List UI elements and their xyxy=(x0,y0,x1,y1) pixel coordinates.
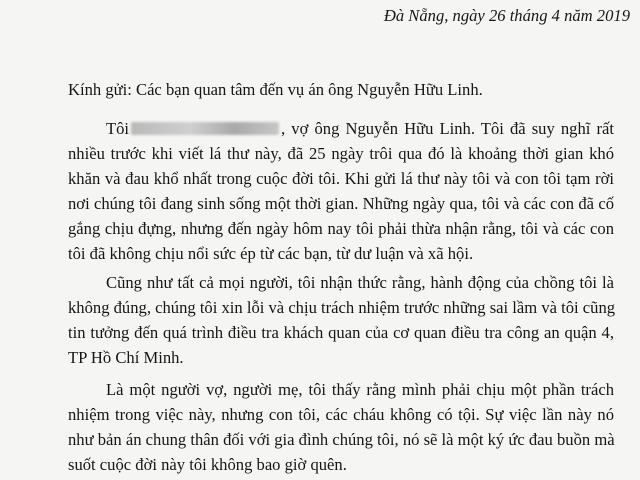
paragraph-3-line-4: suốt cuộc đời này tôi không bao giờ quên. xyxy=(68,455,347,474)
paragraph-2-line-1: Cũng như tất cả mọi người, tôi nhận thức rằng, hành động của chồng tôi là xyxy=(106,273,614,292)
paragraph-1-line-2: nhiều trước khi viết lá thư này, đã 25 ngày trôi qua đó là khoảng thời gian khó xyxy=(68,144,614,163)
paragraph-2-line-3: tin tưởng đến quá trình điều tra khách quan của cơ quan điều tra công an quận 4, xyxy=(68,323,614,342)
paragraph-1-line-1 xyxy=(106,119,614,139)
paragraph-1-line-6: tôi đã không chịu nổi sức ép từ các bạn, từ dư luận và xã hội. xyxy=(68,244,474,263)
paragraph-3-line-3: như bản án chung thân đối với gia đình chúng tôi, nó sẽ là một ký ức đau buồn mà xyxy=(68,430,615,449)
sender-intro-text: Tôi xyxy=(106,119,130,138)
paragraph-3-line-1: Là một người vợ, người mẹ, tôi thấy rằng mình phải chịu một phần trách xyxy=(106,380,614,399)
paragraph-1-line-3: khăn và đau khổ nhất trong cuộc đời tôi. Khi gửi lá thư này tôi và con tôi tạm rời xyxy=(68,169,614,188)
paragraph-1-line-4: nơi chúng tôi đang sinh sống một thời gian. Những ngày qua, tôi và các con đã cố xyxy=(68,194,614,213)
sender-intro-rest: , vợ ông Nguyễn Hữu Linh. Tôi đã suy nghĩ rất xyxy=(281,119,614,138)
salutation: Kính gửi: Các bạn quan tâm đến vụ án ông Nguyễn Hữu Linh. xyxy=(68,80,483,99)
paragraph-2-line-4: TP Hồ Chí Minh. xyxy=(68,348,184,367)
paragraph-3-line-2: nhiệm trong việc này, nhưng con tôi, các cháu không có tội. Sự việc lần này nó xyxy=(68,405,614,424)
paragraph-1-line-5: gắng chịu đựng, nhưng đến ngày hôm nay tôi phải thừa nhận rằng, tôi và các con xyxy=(68,219,614,238)
letter-date: Đà Nẵng, ngày 26 tháng 4 năm 2019 xyxy=(383,6,630,25)
redacted-sender-name xyxy=(131,122,279,135)
paragraph-2-line-2: không đúng, chúng tôi xin lỗi và chịu trách nhiệm trước những sai lầm và tôi cũng xyxy=(68,298,616,317)
